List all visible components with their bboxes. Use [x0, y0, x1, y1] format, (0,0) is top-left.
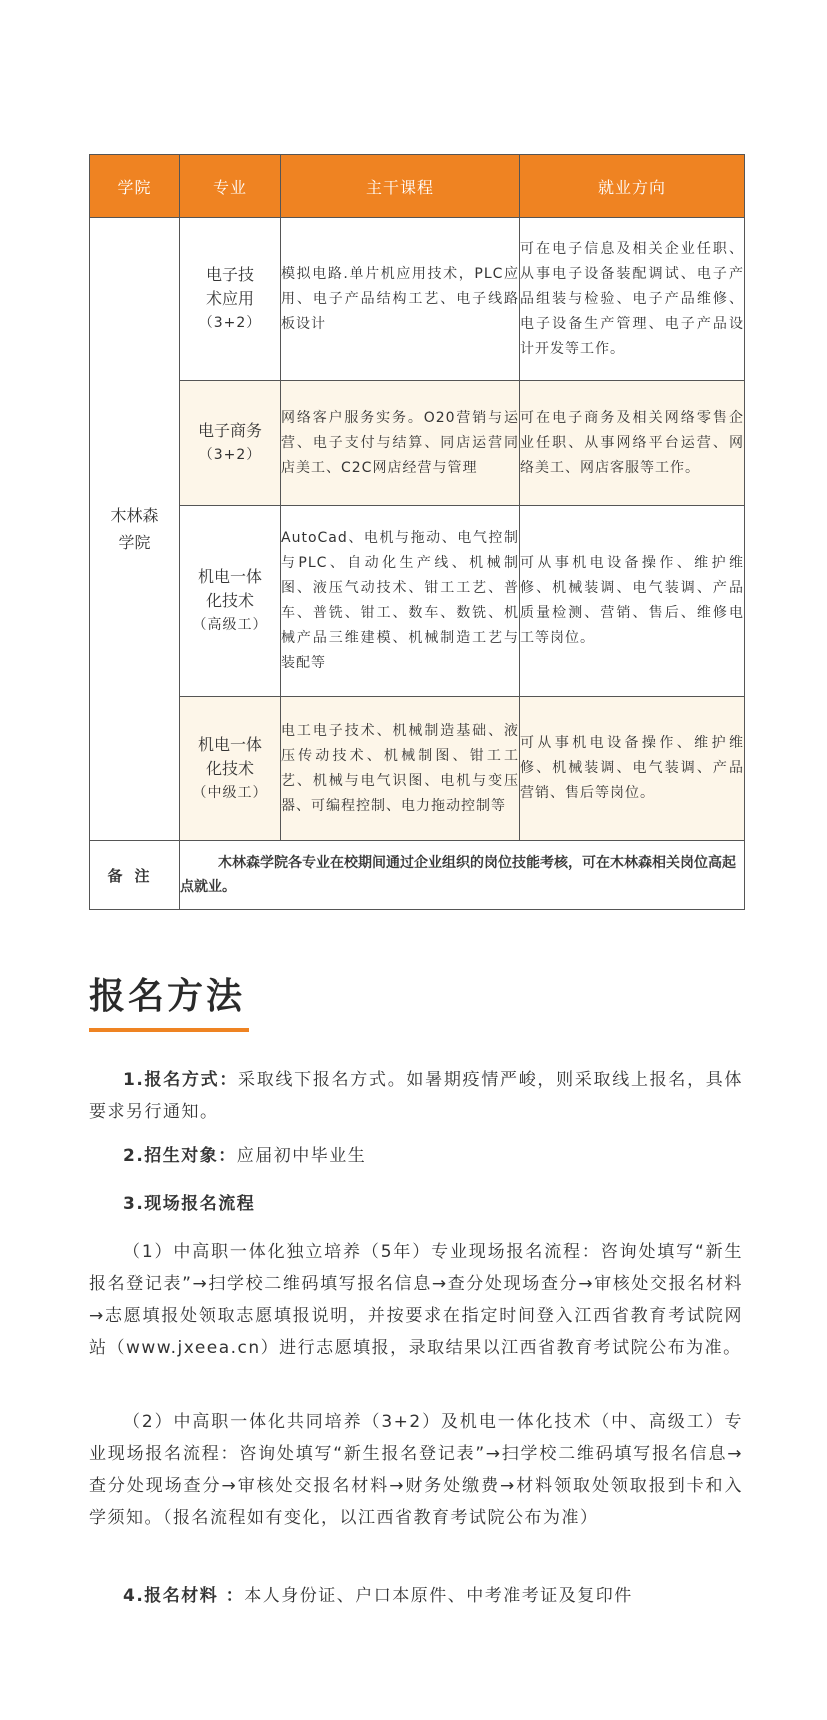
- title-underline: [89, 1028, 249, 1032]
- header-major: 专业: [180, 155, 281, 218]
- item-onsite-flow-wrap: [89, 1188, 743, 1220]
- item-onsite-flow: 3.现场报名流程: [123, 1194, 256, 1214]
- item-target: 2.招生对象：应届初中毕业生: [123, 1146, 367, 1166]
- note-text: 木林森学院各专业在校期间通过企业组织的岗位技能考核，可在木林森相关岗位高起点就业。: [180, 841, 745, 910]
- item-target-wrap: [89, 1140, 743, 1172]
- major-cell: 电子技 术应用 （3+2）: [180, 218, 281, 381]
- course-cell: AutoCad、电机与拖动、电气控制与PLC、自动化生产线、机械制图、液压气动技术、钳工工艺、普车、普铣、钳工、数车、数铣、机械产品三维建模、机械制造工艺与装配等: [281, 506, 520, 697]
- section-title: 报名方法: [89, 976, 246, 1017]
- major-cell: 机电一体 化技术 （中级工）: [180, 697, 281, 841]
- note-row: [90, 841, 745, 910]
- flow-1: （1）中高职一体化独立培养（5年）专业现场报名流程：咨询处填写“新生报名登记表”→扫学校二维码填写报名信息→查分处现场查分→审核处交报名材料→志愿填报处领取志愿填报说明，并按要求在指定时间登入江西省教育考试院网站（www.jxeea.cn）进行志愿填报，录取结果以江西省教育考试院公布为准。: [89, 1242, 744, 1358]
- table-header-row: [90, 155, 745, 218]
- header-employment: 就业方向: [520, 155, 745, 218]
- item-materials: 4.报名材料 ：本人身份证、户口本原件、中考准考证及复印件: [123, 1586, 633, 1606]
- header-college: 学院: [90, 155, 180, 218]
- job-cell: 可在电子信息及相关企业任职、从事电子设备装配调试、电子产品组装与检验、电子产品维修、电子设备生产管理、电子产品设计开发等工作。: [520, 218, 745, 381]
- college-cell: 木林森 学院: [90, 218, 180, 841]
- table-row: [90, 506, 745, 697]
- course-cell: 模拟电路.单片机应用技术，PLC应用、电子产品结构工艺、电子线路板设计: [281, 218, 520, 381]
- note-label: 备注: [90, 841, 180, 910]
- table-row: [90, 381, 745, 506]
- flow-2: （2）中高职一体化共同培养（3+2）及机电一体化技术（中、高级工）专业现场报名流程：咨询处填写“新生报名登记表”→扫学校二维码填写报名信息→查分处现场查分→审核处交报名材料→财务处缴费→材料领取处领取报到卡和入学须知。（报名流程如有变化，以江西省教育考试院公布为准）: [89, 1412, 743, 1528]
- registration-method-body: [89, 1064, 743, 1128]
- majors-table: [89, 154, 745, 910]
- course-cell: 电工电子技术、机械制造基础、液压传动技术、机械制图、钳工工艺、机械与电气识图、电机与变压器、可编程控制、电力拖动控制等: [281, 697, 520, 841]
- job-cell: 可在电子商务及相关网络零售企业任职、从事网络平台运营、网络美工、网店客服等工作。: [520, 381, 745, 506]
- flow-2-wrap: [89, 1406, 743, 1534]
- job-cell: 可从事机电设备操作、维护维修、机械装调、电气装调、产品质量检测、营销、售后、维修电工等岗位。: [520, 506, 745, 697]
- course-cell: 网络客户服务实务。O20营销与运营、电子支付与结算、同店运营同店美工、C2C网店经营与管理: [281, 381, 520, 506]
- job-cell: 可从事机电设备操作、维护维修、机械装调、电气装调、产品营销、售后等岗位。: [520, 697, 745, 841]
- table-row: [90, 697, 745, 841]
- major-cell: 机电一体 化技术 （高级工）: [180, 506, 281, 697]
- flow-1-wrap: [89, 1236, 743, 1364]
- table-row: [90, 218, 745, 381]
- header-courses: 主干课程: [281, 155, 520, 218]
- major-cell: 电子商务 （3+2）: [180, 381, 281, 506]
- item-materials-wrap: [89, 1580, 743, 1612]
- item-registration-mode: 1.报名方式：采取线下报名方式。如暑期疫情严峻，则采取线上报名，具体要求另行通知。: [89, 1070, 743, 1122]
